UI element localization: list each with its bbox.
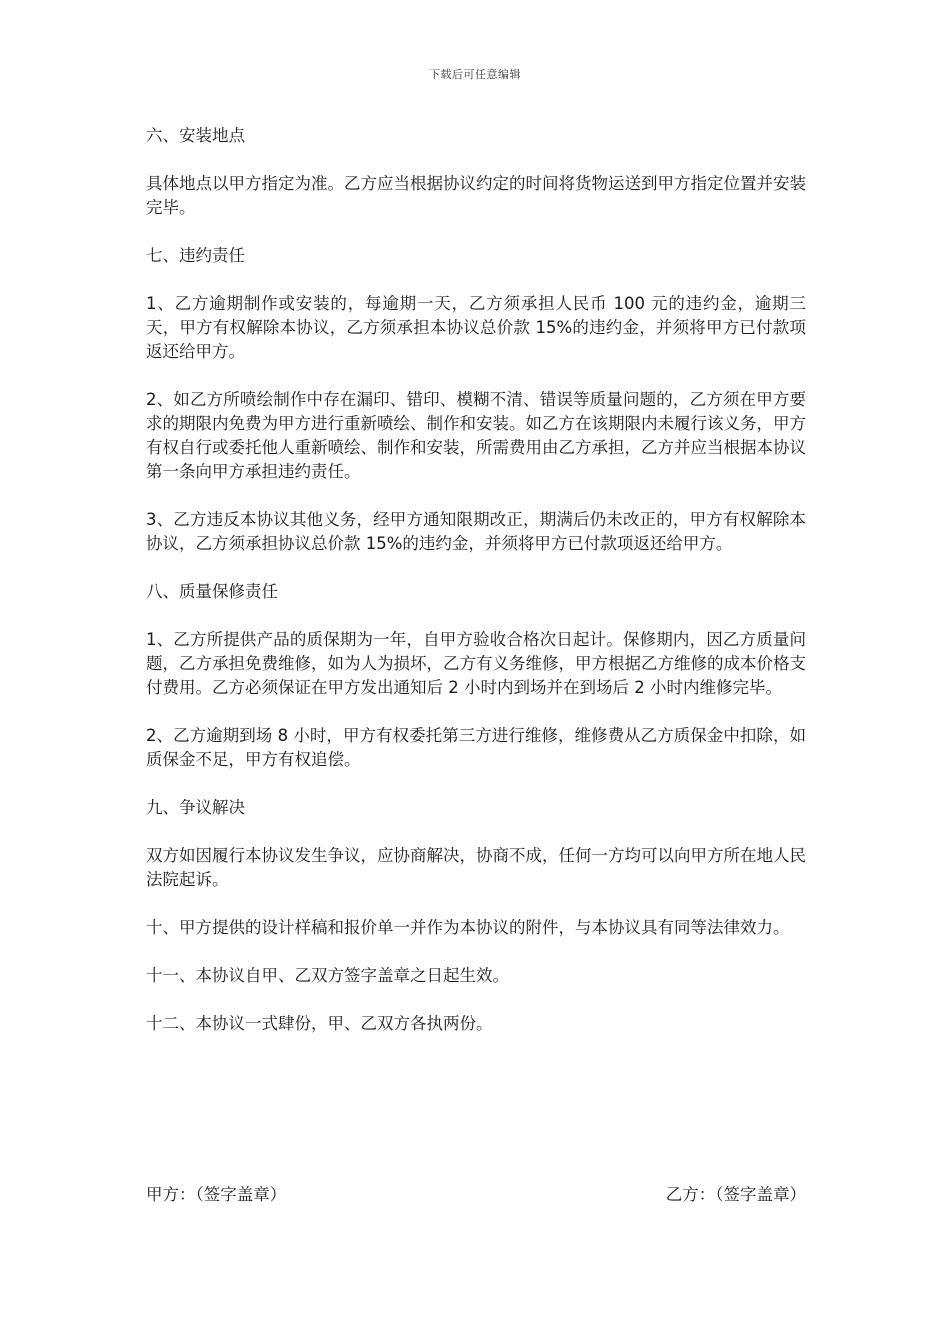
paragraph-breach-1: 1、乙方逾期制作或安装的，每逾期一天，乙方须承担人民币 100 元的违约金，逾期三天，甲方有权解除本协议，乙方须承担本协议总价款 15%的违约金，并须将甲方已付款项返还给甲方。	[146, 294, 806, 361]
paragraph-dispute-resolution: 双方如因履行本协议发生争议，应协商解决，协商不成，任何一方均可以向甲方所在地人民法院起诉。	[146, 846, 806, 889]
party-a-signature: 甲方：（签字盖章）	[146, 1185, 287, 1204]
paragraph-breach-3: 3、乙方违反本协议其他义务，经甲方通知限期改正，期满后仍未改正的，甲方有权解除本协议，乙方须承担协议总价款 15%的违约金，并须将甲方已付款项返还给甲方。	[146, 510, 806, 553]
section-heading-breach-liability: 七、违约责任	[146, 246, 245, 265]
page-header-note: 下载后可任意编辑	[429, 68, 521, 81]
paragraph-warranty-2: 2、乙方逾期到场 8 小时，甲方有权委托第三方进行维修，维修费从乙方质保金中扣除，如质保金不足，甲方有权追偿。	[146, 726, 806, 769]
section-heading-dispute-resolution: 九、争议解决	[146, 798, 245, 817]
clause-twelve-copies: 十二、本协议一式肆份，甲、乙双方各执两份。	[146, 1014, 493, 1033]
paragraph-breach-2: 2、如乙方所喷绘制作中存在漏印、错印、模糊不清、错误等质量问题的，乙方须在甲方要求的期限内免费为甲方进行重新喷绘、制作和安装。如乙方在该期限内未履行该义务，甲方有权自行或委托他人重新喷绘、制作和安装，所需费用由乙方承担，乙方并应当根据本协议第一条向甲方承担违约责任。	[146, 390, 806, 481]
party-b-signature: 乙方：（签字盖章）	[665, 1185, 806, 1204]
paragraph-installation-location: 具体地点以甲方指定为准。乙方应当根据协议约定的时间将货物运送到甲方指定位置并安装完毕。	[146, 174, 806, 217]
clause-ten-attachments: 十、甲方提供的设计样稿和报价单一并作为本协议的附件，与本协议具有同等法律效力。	[146, 918, 790, 937]
clause-eleven-effective: 十一、本协议自甲、乙双方签字盖章之日起生效。	[146, 966, 509, 985]
section-heading-quality-warranty: 八、质量保修责任	[146, 582, 278, 601]
document-body	[146, 124, 806, 1060]
section-heading-installation-location: 六、安装地点	[146, 126, 245, 145]
paragraph-warranty-1: 1、乙方所提供产品的质保期为一年，自甲方验收合格次日起计。保修期内，因乙方质量问题，乙方承担免费维修，如为人为损坏，乙方有义务维修，甲方根据乙方维修的成本价格支付费用。乙方必须保证在甲方发出通知后 2 小时内到场并在到场后 2 小时内维修完毕。	[146, 630, 806, 697]
